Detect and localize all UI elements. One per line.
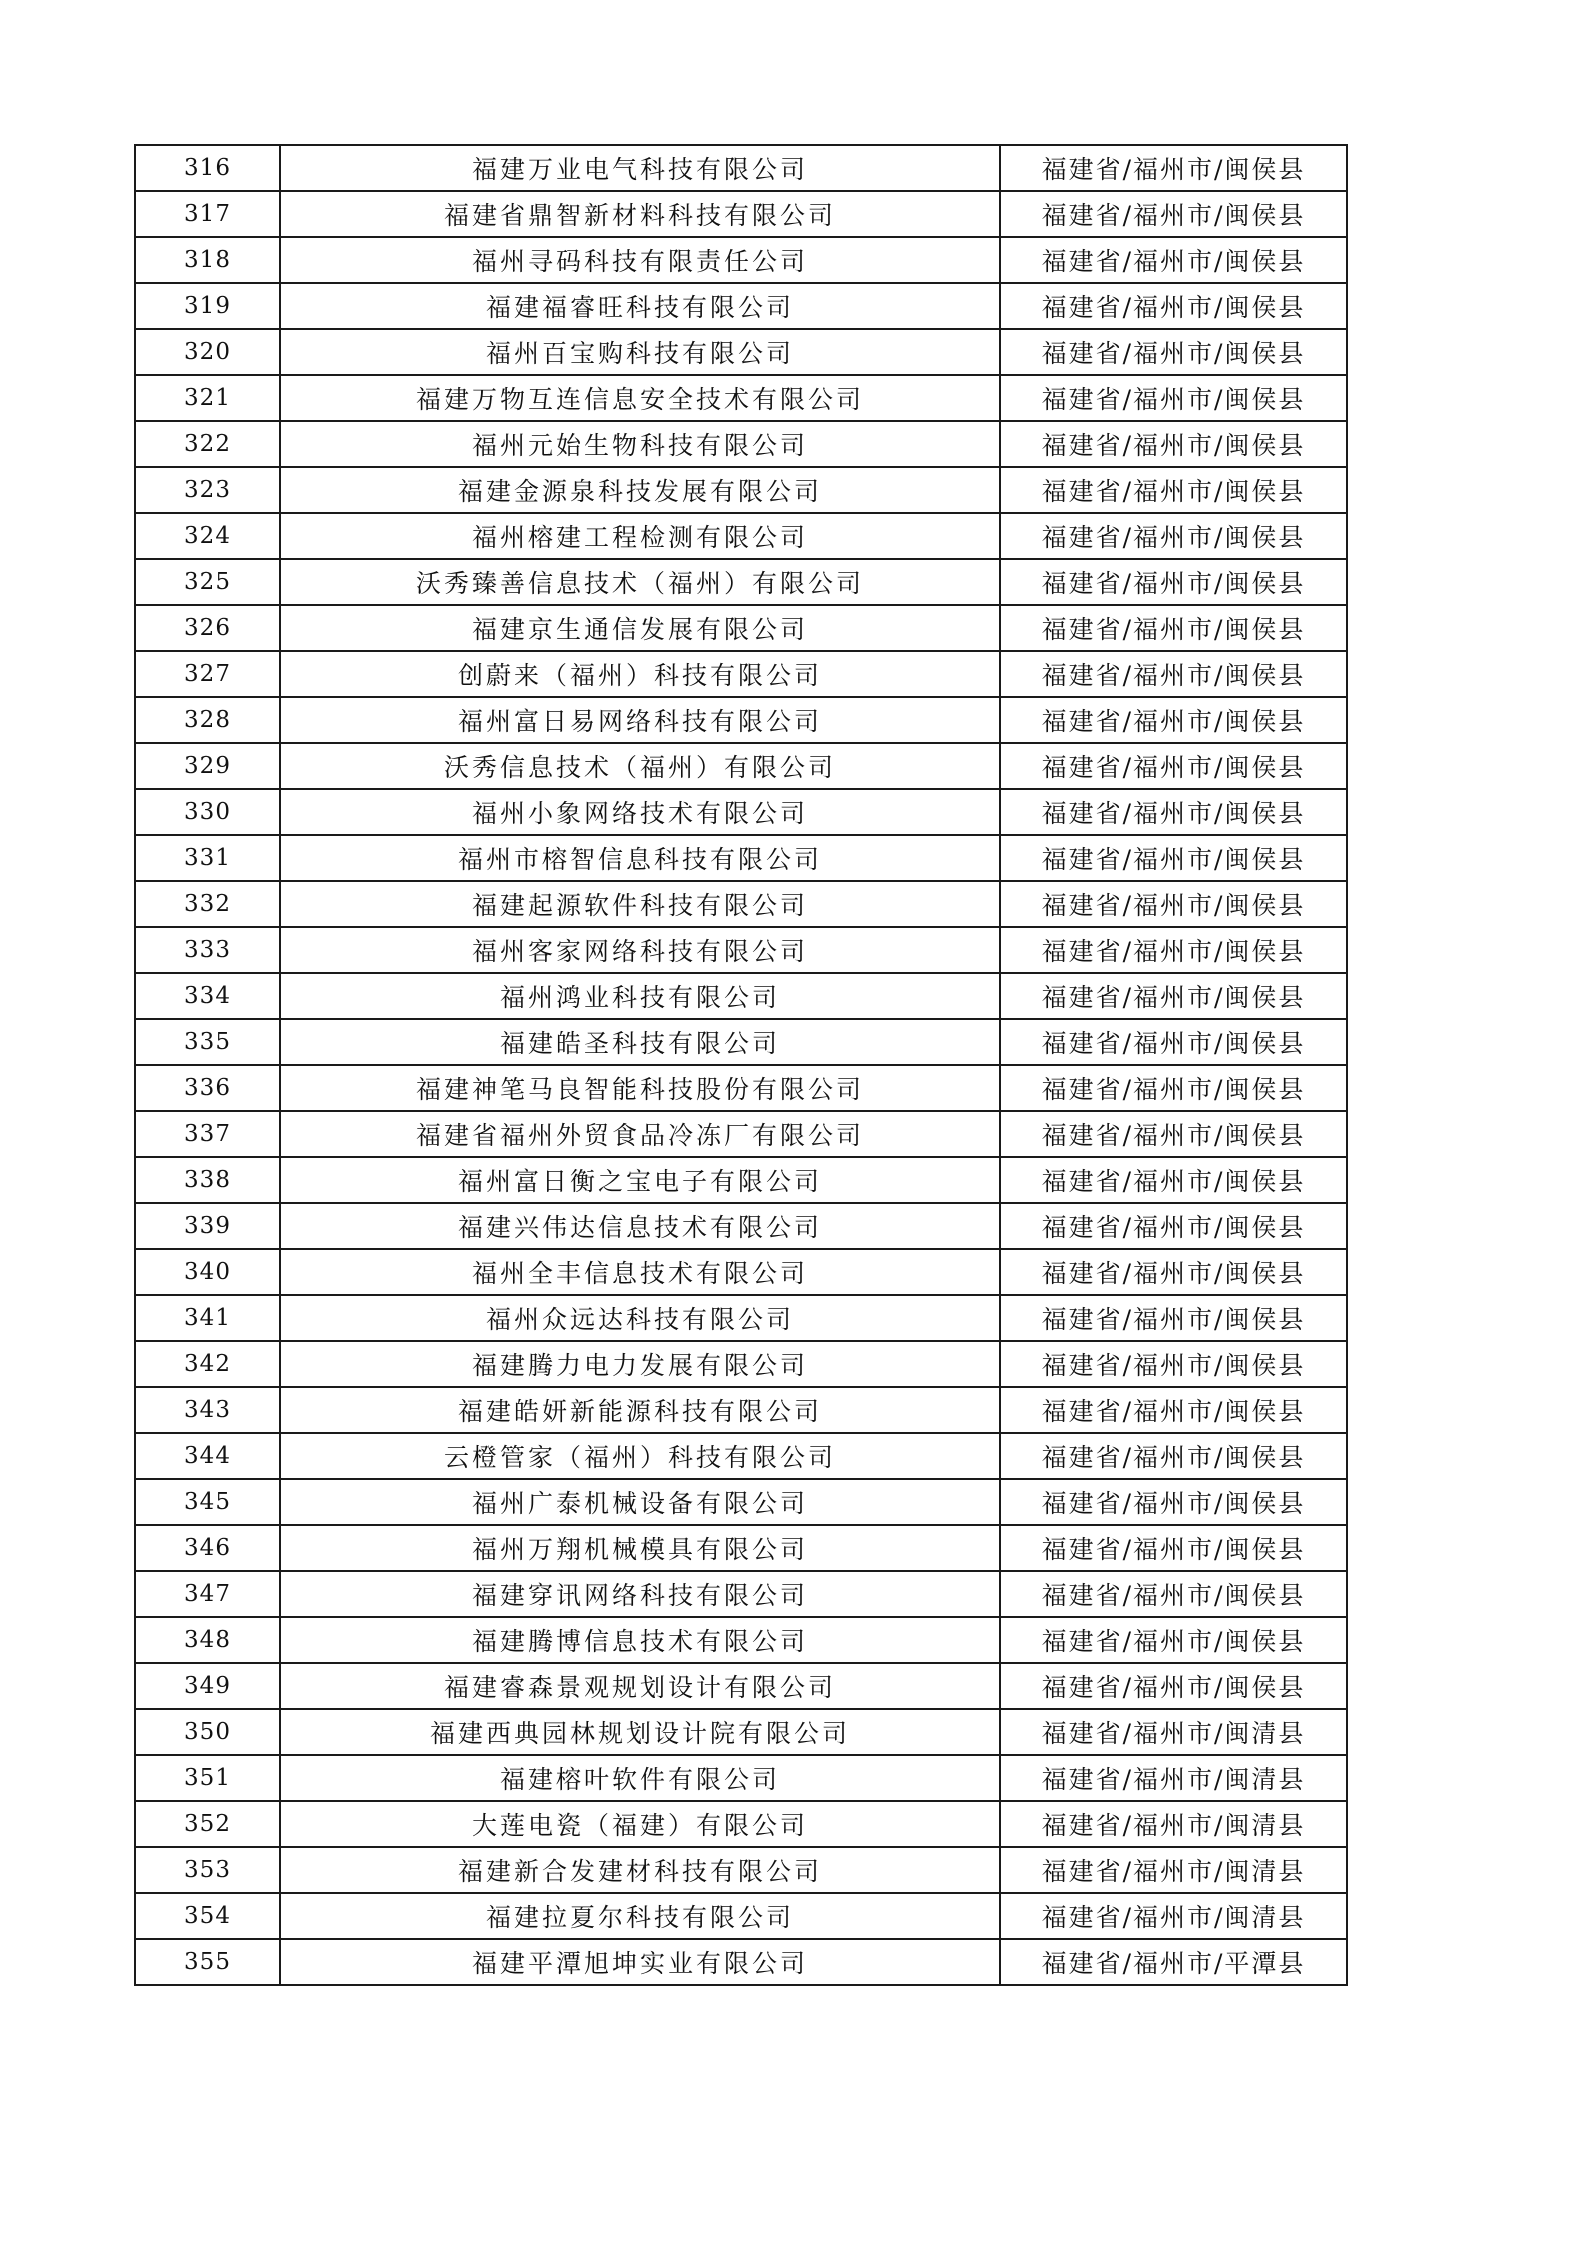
table-row [135,1525,1347,1571]
company-name-cell: 福州众远达科技有限公司 [280,1295,1000,1341]
company-name-cell: 福州客家网络科技有限公司 [280,927,1000,973]
location-cell: 福建省/福州市/闽侯县 [1000,651,1347,697]
company-name-cell: 福建京生通信发展有限公司 [280,605,1000,651]
row-number-cell: 321 [135,375,280,421]
row-number-cell: 318 [135,237,280,283]
company-name-cell: 福建西典园林规划设计院有限公司 [280,1709,1000,1755]
table-row [135,835,1347,881]
row-number-cell: 325 [135,559,280,605]
table-row [135,1571,1347,1617]
company-name-cell: 福建睿森景观规划设计有限公司 [280,1663,1000,1709]
company-name-cell: 福建穿讯网络科技有限公司 [280,1571,1000,1617]
table-row [135,1663,1347,1709]
table-row [135,789,1347,835]
company-name-cell: 福建金源泉科技发展有限公司 [280,467,1000,513]
row-number-cell: 350 [135,1709,280,1755]
location-cell: 福建省/福州市/平潭县 [1000,1939,1347,1985]
location-cell: 福建省/福州市/闽侯县 [1000,1111,1347,1157]
location-cell: 福建省/福州市/闽侯县 [1000,743,1347,789]
company-name-cell: 创蔚来（福州）科技有限公司 [280,651,1000,697]
row-number-cell: 322 [135,421,280,467]
row-number-cell: 338 [135,1157,280,1203]
company-name-cell: 福建万业电气科技有限公司 [280,145,1000,191]
row-number-cell: 353 [135,1847,280,1893]
location-cell: 福建省/福州市/闽侯县 [1000,237,1347,283]
table-row [135,1203,1347,1249]
row-number-cell: 316 [135,145,280,191]
location-cell: 福建省/福州市/闽清县 [1000,1847,1347,1893]
row-number-cell: 351 [135,1755,280,1801]
company-name-cell: 福州小象网络技术有限公司 [280,789,1000,835]
table-row [135,1157,1347,1203]
company-list-body [135,145,1347,1985]
row-number-cell: 326 [135,605,280,651]
company-name-cell: 福建福睿旺科技有限公司 [280,283,1000,329]
company-name-cell: 福州百宝购科技有限公司 [280,329,1000,375]
location-cell: 福建省/福州市/闽清县 [1000,1801,1347,1847]
company-name-cell: 福建万物互连信息安全技术有限公司 [280,375,1000,421]
row-number-cell: 336 [135,1065,280,1111]
location-cell: 福建省/福州市/闽侯县 [1000,559,1347,605]
company-name-cell: 福建神笔马良智能科技股份有限公司 [280,1065,1000,1111]
location-cell: 福建省/福州市/闽侯县 [1000,1341,1347,1387]
row-number-cell: 352 [135,1801,280,1847]
table-row [135,1617,1347,1663]
location-cell: 福建省/福州市/闽侯县 [1000,1479,1347,1525]
location-cell: 福建省/福州市/闽清县 [1000,1709,1347,1755]
table-row [135,513,1347,559]
location-cell: 福建省/福州市/闽侯县 [1000,421,1347,467]
row-number-cell: 347 [135,1571,280,1617]
location-cell: 福建省/福州市/闽侯县 [1000,1157,1347,1203]
row-number-cell: 348 [135,1617,280,1663]
location-cell: 福建省/福州市/闽侯县 [1000,1571,1347,1617]
location-cell: 福建省/福州市/闽侯县 [1000,881,1347,927]
row-number-cell: 324 [135,513,280,559]
company-name-cell: 云橙管家（福州）科技有限公司 [280,1433,1000,1479]
location-cell: 福建省/福州市/闽侯县 [1000,835,1347,881]
location-cell: 福建省/福州市/闽侯县 [1000,605,1347,651]
row-number-cell: 339 [135,1203,280,1249]
row-number-cell: 341 [135,1295,280,1341]
company-name-cell: 福州榕建工程检测有限公司 [280,513,1000,559]
table-row [135,927,1347,973]
location-cell: 福建省/福州市/闽清县 [1000,1755,1347,1801]
row-number-cell: 349 [135,1663,280,1709]
company-name-cell: 福州广泰机械设备有限公司 [280,1479,1000,1525]
company-name-cell: 福建平潭旭坤实业有限公司 [280,1939,1000,1985]
table-row [135,1065,1347,1111]
row-number-cell: 333 [135,927,280,973]
location-cell: 福建省/福州市/闽侯县 [1000,513,1347,559]
location-cell: 福建省/福州市/闽侯县 [1000,191,1347,237]
table-row [135,973,1347,1019]
company-name-cell: 福建省福州外贸食品冷冻厂有限公司 [280,1111,1000,1157]
company-name-cell: 福建腾博信息技术有限公司 [280,1617,1000,1663]
table-row [135,1939,1347,1985]
row-number-cell: 319 [135,283,280,329]
company-name-cell: 福建皓圣科技有限公司 [280,1019,1000,1065]
row-number-cell: 331 [135,835,280,881]
company-name-cell: 福州全丰信息技术有限公司 [280,1249,1000,1295]
table-row [135,651,1347,697]
row-number-cell: 340 [135,1249,280,1295]
table-row [135,375,1347,421]
location-cell: 福建省/福州市/闽侯县 [1000,789,1347,835]
table-row [135,1801,1347,1847]
company-name-cell: 福建榕叶软件有限公司 [280,1755,1000,1801]
location-cell: 福建省/福州市/闽清县 [1000,1893,1347,1939]
table-row [135,1111,1347,1157]
location-cell: 福建省/福州市/闽侯县 [1000,1065,1347,1111]
table-row [135,237,1347,283]
row-number-cell: 346 [135,1525,280,1571]
company-name-cell: 福州寻码科技有限责任公司 [280,237,1000,283]
location-cell: 福建省/福州市/闽侯县 [1000,697,1347,743]
row-number-cell: 334 [135,973,280,1019]
company-name-cell: 福州鸿业科技有限公司 [280,973,1000,1019]
row-number-cell: 328 [135,697,280,743]
table-row [135,559,1347,605]
row-number-cell: 327 [135,651,280,697]
company-name-cell: 福州元始生物科技有限公司 [280,421,1000,467]
company-name-cell: 福建起源软件科技有限公司 [280,881,1000,927]
table-row [135,283,1347,329]
table-row [135,1893,1347,1939]
row-number-cell: 330 [135,789,280,835]
location-cell: 福建省/福州市/闽侯县 [1000,1249,1347,1295]
row-number-cell: 335 [135,1019,280,1065]
company-name-cell: 福建省鼎智新材料科技有限公司 [280,191,1000,237]
location-cell: 福建省/福州市/闽侯县 [1000,145,1347,191]
location-cell: 福建省/福州市/闽侯县 [1000,1387,1347,1433]
row-number-cell: 323 [135,467,280,513]
company-name-cell: 福州富日易网络科技有限公司 [280,697,1000,743]
row-number-cell: 320 [135,329,280,375]
company-name-cell: 沃秀臻善信息技术（福州）有限公司 [280,559,1000,605]
table-row [135,329,1347,375]
company-name-cell: 福建兴伟达信息技术有限公司 [280,1203,1000,1249]
company-list-table [134,144,1348,1986]
location-cell: 福建省/福州市/闽侯县 [1000,329,1347,375]
table-row [135,743,1347,789]
table-row [135,1433,1347,1479]
table-row [135,1019,1347,1065]
table-row [135,881,1347,927]
row-number-cell: 332 [135,881,280,927]
company-name-cell: 福建新合发建材科技有限公司 [280,1847,1000,1893]
location-cell: 福建省/福州市/闽侯县 [1000,927,1347,973]
company-name-cell: 福州万翔机械模具有限公司 [280,1525,1000,1571]
row-number-cell: 344 [135,1433,280,1479]
table-row [135,1295,1347,1341]
row-number-cell: 317 [135,191,280,237]
row-number-cell: 337 [135,1111,280,1157]
table-row [135,1387,1347,1433]
location-cell: 福建省/福州市/闽侯县 [1000,973,1347,1019]
row-number-cell: 329 [135,743,280,789]
location-cell: 福建省/福州市/闽侯县 [1000,1019,1347,1065]
table-row [135,1479,1347,1525]
company-name-cell: 福建皓妍新能源科技有限公司 [280,1387,1000,1433]
table-row [135,605,1347,651]
table-row [135,1249,1347,1295]
location-cell: 福建省/福州市/闽侯县 [1000,283,1347,329]
location-cell: 福建省/福州市/闽侯县 [1000,1525,1347,1571]
location-cell: 福建省/福州市/闽侯县 [1000,467,1347,513]
table-row [135,1341,1347,1387]
location-cell: 福建省/福州市/闽侯县 [1000,1433,1347,1479]
location-cell: 福建省/福州市/闽侯县 [1000,1663,1347,1709]
table-row [135,1847,1347,1893]
company-name-cell: 大莲电瓷（福建）有限公司 [280,1801,1000,1847]
table-row [135,191,1347,237]
location-cell: 福建省/福州市/闽侯县 [1000,1203,1347,1249]
location-cell: 福建省/福州市/闽侯县 [1000,1617,1347,1663]
row-number-cell: 342 [135,1341,280,1387]
table-row [135,421,1347,467]
company-name-cell: 福建腾力电力发展有限公司 [280,1341,1000,1387]
company-name-cell: 福州市榕智信息科技有限公司 [280,835,1000,881]
table-row [135,1709,1347,1755]
company-name-cell: 福州富日衡之宝电子有限公司 [280,1157,1000,1203]
location-cell: 福建省/福州市/闽侯县 [1000,375,1347,421]
table-row [135,467,1347,513]
location-cell: 福建省/福州市/闽侯县 [1000,1295,1347,1341]
row-number-cell: 343 [135,1387,280,1433]
company-name-cell: 福建拉夏尔科技有限公司 [280,1893,1000,1939]
row-number-cell: 345 [135,1479,280,1525]
table-row [135,1755,1347,1801]
row-number-cell: 354 [135,1893,280,1939]
table-row [135,145,1347,191]
table-row [135,697,1347,743]
row-number-cell: 355 [135,1939,280,1985]
company-name-cell: 沃秀信息技术（福州）有限公司 [280,743,1000,789]
